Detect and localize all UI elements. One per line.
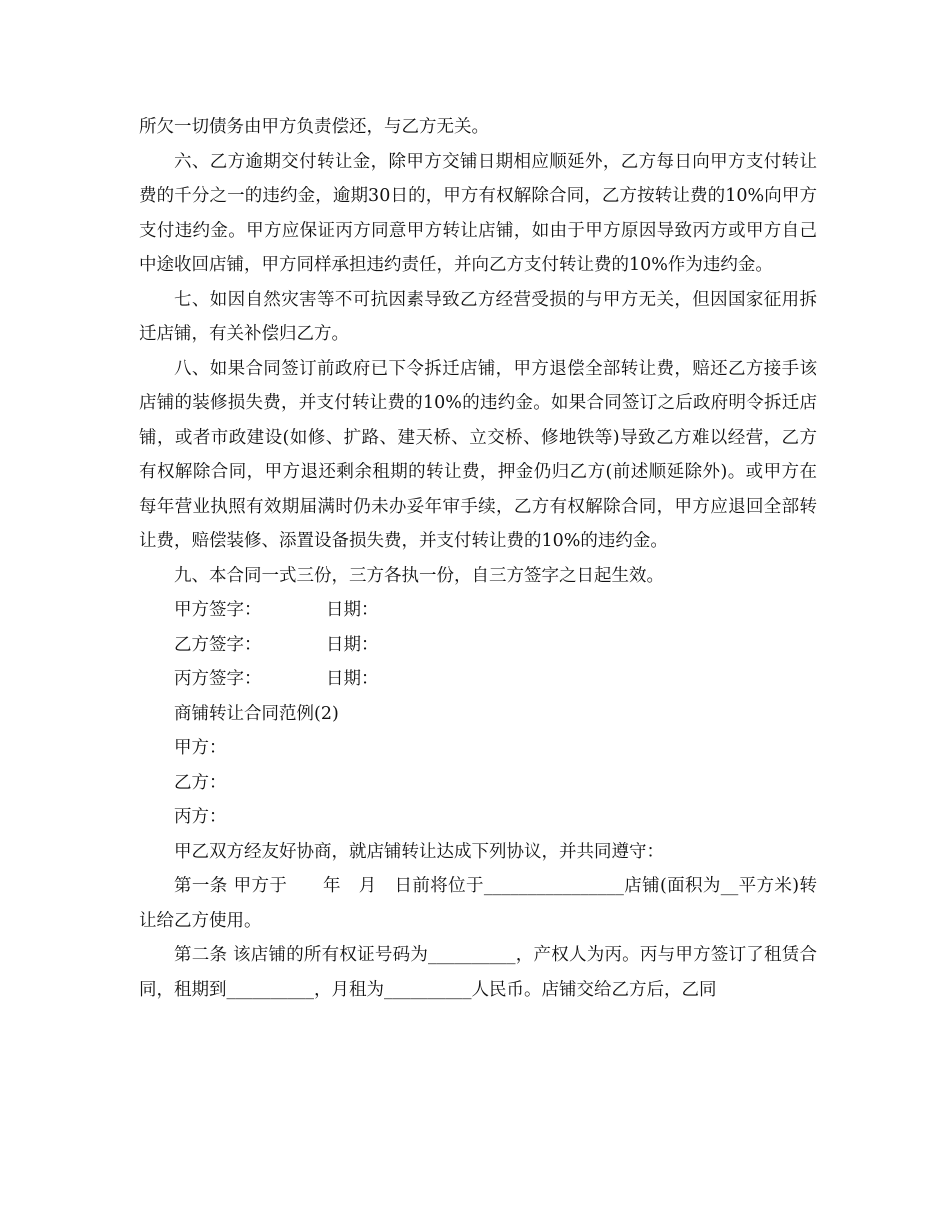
paragraph-article-one: 第一条 甲方于 年 月 日前将位于________________店铺(面积为__平方米)转让给乙方使用。 (139, 876, 817, 931)
signature-date-label: 日期： (326, 634, 379, 655)
signature-row-party-a (139, 593, 817, 628)
signature-date-label: 日期： (326, 600, 379, 620)
paragraph-continuation: 所欠一切债务由甲方负责偿还，与乙方无关。 (139, 117, 489, 137)
paragraph-intro: 甲乙双方经友好协商，就店铺转让达成下列协议，并共同遵守： (174, 841, 664, 862)
party-a-line: 甲方： (174, 738, 227, 758)
paragraph-clause-six: 六、乙方逾期交付转让金，除甲方交铺日期相应顺延外，乙方每日向甲方支付转让费的千分之一的违约金，逾期30日的，甲方有权解除合同，乙方按转让费的10%向甲方支付违约金。甲方应保证丙方同意甲方转让店铺，如由于甲方原因导致丙方或甲方自己中途收回店铺，甲方同样承担违约责任，并向乙方支付转让费的10%作为违约金。 (139, 151, 817, 275)
party-b-line: 乙方： (174, 772, 227, 793)
signature-date-label: 日期： (326, 669, 379, 689)
paragraph-article-two: 第二条 该店铺的所有权证号码为__________，产权人为丙。丙与甲方签订了租赁合同，租期到__________，月租为__________人民币。店铺交给乙方后，乙同 (139, 945, 817, 1000)
document-body (139, 110, 817, 1007)
signature-row-party-b (139, 628, 817, 663)
paragraph-clause-eight: 八、如果合同签订前政府已下令拆迁店铺，甲方退偿全部转让费，赔还乙方接手该店铺的装修损失费，并支付转让费的10%的违约金。如果合同签订之后政府明令拆迁店铺，或者市政建设(如修、扩路、建天桥、立交桥、修地铁等)导致乙方难以经营，乙方有权解除合同，甲方退还剩余租期的转让费，押金仍归乙方(前述顺延除外)。或甲方在每年营业执照有效期届满时仍未办妥年审手续，乙方有权解除合同，甲方应退回全部转让费，赔偿装修、添置设备损失费，并支付转让费的10%的违约金。 (139, 358, 817, 551)
section-title: 商铺转让合同范例(2) (174, 703, 339, 724)
signature-label: 丙方签字： (174, 669, 262, 689)
paragraph-clause-seven: 七、如因自然灾害等不可抗因素导致乙方经营受损的与甲方无关，但因国家征用拆迁店铺，有关补偿归乙方。 (139, 289, 817, 344)
party-c-line: 丙方： (174, 807, 227, 827)
signature-row-party-c (139, 662, 817, 697)
signature-label: 乙方签字： (174, 634, 262, 655)
paragraph-clause-nine: 九、本合同一式三份，三方各执一份，自三方签字之日起生效。 (174, 565, 664, 586)
signature-label: 甲方签字： (174, 600, 262, 620)
